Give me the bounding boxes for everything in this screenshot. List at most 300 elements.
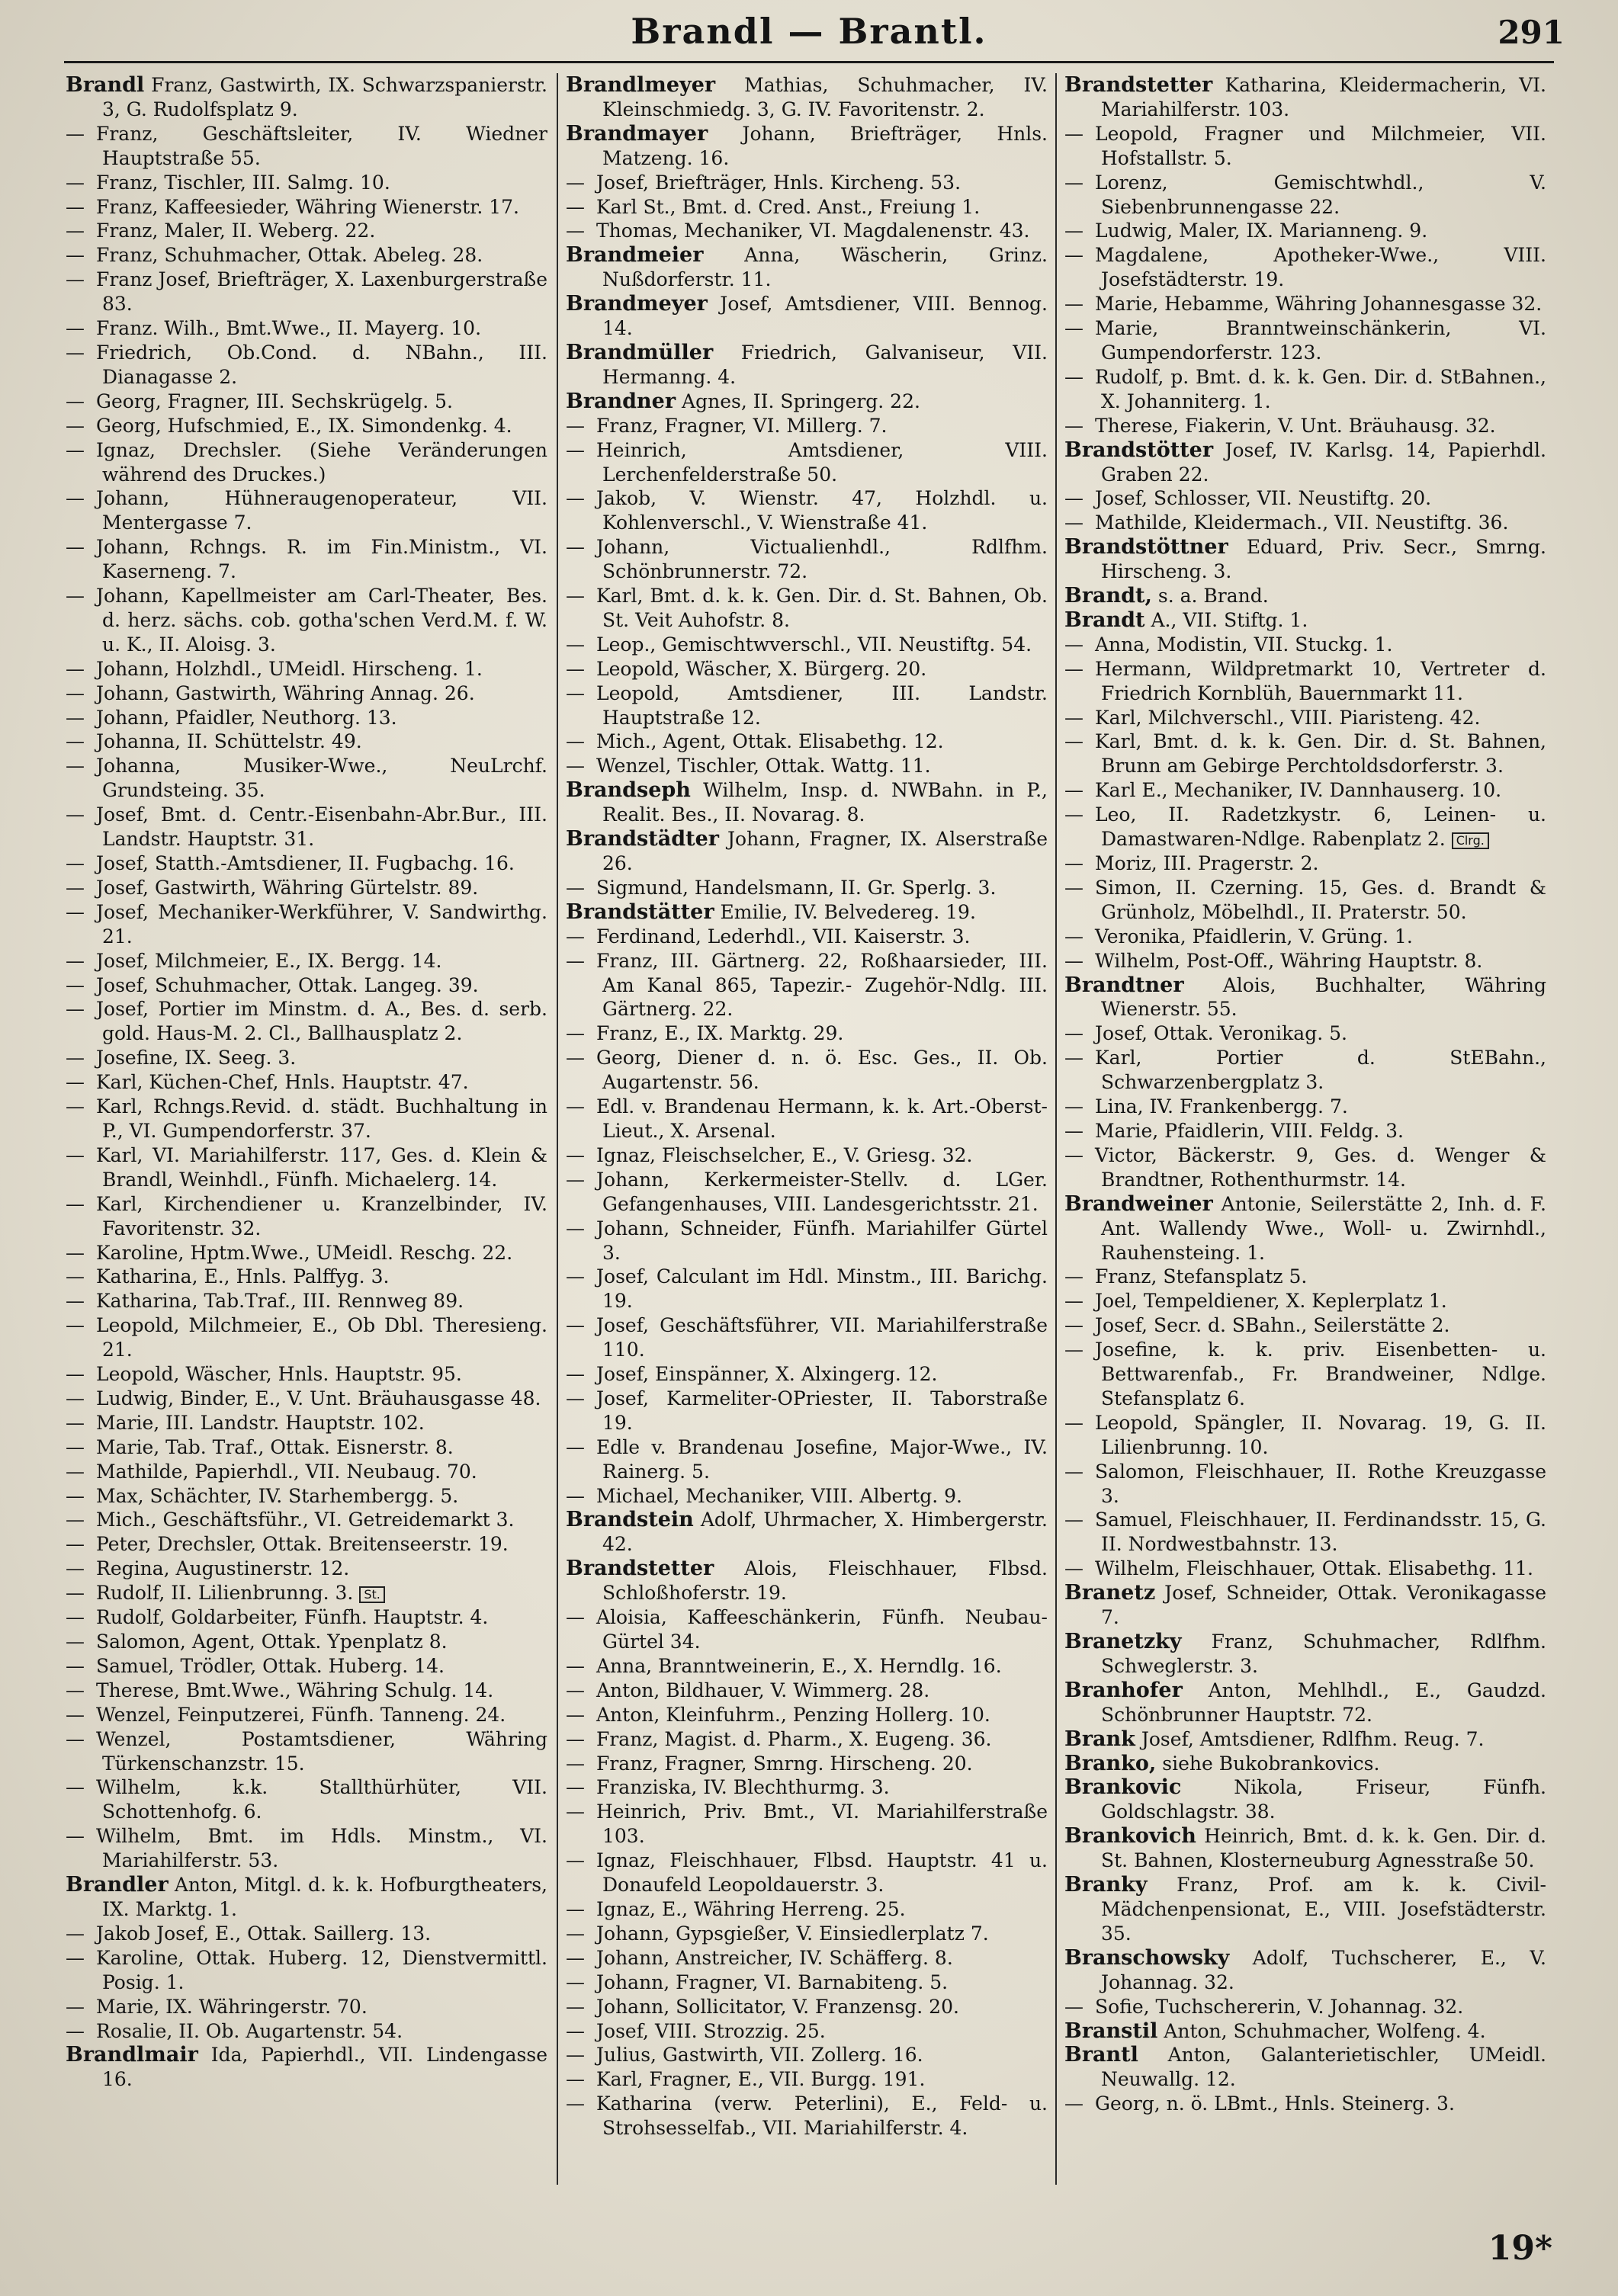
entry-text: Franz, Fragner, Smrng. Hirscheng. 20.: [596, 1752, 973, 1775]
directory-entry: [1064, 608, 1546, 633]
directory-entry: [566, 341, 1048, 390]
entry-text: Franz, Geschäftsleiter, IV. Wiedner Hauptstraße 55.: [96, 122, 547, 169]
directory-entry: [566, 1995, 1048, 2019]
continuation-dash: —: [1064, 949, 1083, 972]
continuation-dash: —: [66, 195, 85, 218]
entry-text: Wilhelm, Bmt. im Hdls. Minstm., VI. Mariahilferstr. 53.: [96, 1825, 547, 1872]
directory-entry: [66, 1775, 547, 1824]
directory-entry: [66, 438, 547, 487]
continuation-dash: —: [66, 122, 85, 145]
entry-text: Johann, Fragner, VI. Barnabiteng. 5.: [596, 1971, 949, 1993]
continuation-dash: —: [66, 973, 85, 996]
entry-text: Georg, Hufschmied, E., IX. Simondenkg. 4.: [96, 414, 512, 437]
entry-surname: Brandtner: [1064, 973, 1184, 997]
directory-entry: [66, 219, 547, 243]
entry-text: Thomas, Mechaniker, VI. Magdalenenstr. 43.: [596, 220, 1030, 242]
entry-text: Josef, Gastwirth, Währing Gürtelstr. 89.: [96, 876, 479, 899]
directory-entry: [566, 1387, 1048, 1435]
continuation-dash: —: [566, 171, 585, 194]
entry-text: Karl, Bmt. d. k. k. Gen. Dir. d. St. Bahnen, Brunn am Gebirge Perchtoldsdorferstr. 3.: [1095, 730, 1546, 778]
continuation-dash: —: [566, 2068, 585, 2091]
continuation-dash: —: [566, 1606, 585, 1629]
entry-text: Samuel, Trödler, Ottak. Huberg. 14.: [96, 1654, 445, 1677]
entry-text: Adolf, Uhrmacher, X. Himbergerstr. 42.: [602, 1509, 1048, 1556]
directory-entry: [66, 1703, 547, 1727]
directory-entry: [66, 730, 547, 754]
directory-entry: [66, 1605, 547, 1630]
entry-text: Josefine, k. k. priv. Eisenbetten- u. Bettwarenfab., Fr. Brandweiner, Ndlge. Stefansplatz 6.: [1095, 1339, 1546, 1409]
directory-entry: [566, 681, 1048, 730]
entry-text: Karl E., Mechaniker, IV. Dannhauserg. 10.: [1095, 779, 1502, 802]
entry-text: Nikola, Friseur, Fünfh. Goldschlagstr. 38.: [1101, 1776, 1546, 1823]
entry-text: Josef, Mechaniker-Werkführer, V. Sandwirthg. 21.: [96, 900, 547, 948]
entry-surname: Brandstetter: [1064, 73, 1213, 97]
continuation-dash: —: [1064, 1339, 1083, 1361]
continuation-dash: —: [66, 900, 85, 923]
continuation-dash: —: [66, 1825, 85, 1848]
directory-entry: [66, 486, 547, 535]
directory-entry: [566, 584, 1048, 633]
entry-text: Ignaz, Fleischhauer, Flbsd. Hauptstr. 41 u. Donaufeld Leopoldauerstr. 3.: [596, 1849, 1048, 1897]
entry-text: Josef, Schlosser, VII. Neustiftg. 20.: [1095, 487, 1432, 510]
continuation-dash: —: [566, 487, 585, 510]
entry-text: Josef, Bmt. d. Centr.-Eisenbahn-Abr.Bur., III. Landstr. Hauptstr. 31.: [96, 803, 547, 851]
continuation-dash: —: [566, 195, 585, 218]
entry-surname: Brandstöttner: [1064, 535, 1228, 560]
continuation-dash: —: [66, 1582, 85, 1605]
directory-entry: [1064, 1824, 1546, 1873]
continuation-dash: —: [566, 1849, 585, 1872]
directory-entry: [66, 268, 547, 316]
entry-text: Katharina (verw. Peterlini), E., Feld- u. Strohsesselfab., VII. Mariahilferstr. 4.: [596, 2092, 1048, 2140]
continuation-dash: —: [566, 1095, 585, 1118]
continuation-dash: —: [66, 1557, 85, 1580]
continuation-dash: —: [566, 633, 585, 656]
entry-text: Anton, Mehlhdl., E., Gaudzd. Schönbrunner Hauptstr. 72.: [1101, 1679, 1546, 1726]
directory-entry: [1064, 219, 1546, 243]
continuation-dash: —: [1064, 1460, 1083, 1483]
header-rule: [64, 61, 1554, 63]
directory-entry: [66, 803, 547, 851]
directory-entry: [66, 657, 547, 681]
entry-text: Emilie, IV. Belvedereg. 19.: [714, 900, 976, 923]
entry-text: Johann, Sollicitator, V. Franzensg. 20.: [596, 1995, 959, 2018]
entry-text: Johann, Gypsgießer, V. Einsiedlerplatz 7.: [596, 1922, 989, 1945]
directory-entry: [566, 1508, 1048, 1557]
entry-text: Alois, Fleischhauer, Flbsd. Schloßhoferstr. 19.: [602, 1557, 1048, 1605]
continuation-dash: —: [66, 755, 85, 778]
entry-text: Marie, Branntweinschänkerin, VI. Gumpendorferstr. 123.: [1095, 317, 1546, 364]
directory-entry: [66, 195, 547, 220]
directory-entry: [66, 1460, 547, 1484]
entry-text: Johann, Holzhdl., UMeidl. Hirscheng. 1.: [96, 657, 483, 680]
entry-text: Ignaz, E., Währing Herreng. 25.: [596, 1897, 906, 1920]
directory-entry: [1064, 851, 1546, 876]
continuation-dash: —: [566, 1047, 585, 1069]
directory-entry: [1064, 171, 1546, 220]
continuation-dash: —: [1064, 1095, 1083, 1118]
directory-entry: [1064, 2043, 1546, 2092]
entry-text: Ferdinand, Lederhdl., VII. Kaiserstr. 3.: [596, 925, 971, 948]
entry-text: Franz, Tischler, III. Salmg. 10.: [96, 171, 390, 194]
entry-surname: Brandt: [1064, 608, 1145, 632]
entry-text: Heinrich, Amtsdiener, VIII. Lerchenfelderstraße 50.: [596, 438, 1048, 486]
directory-entry: [1064, 1727, 1546, 1752]
entry-text: Magdalene, Apotheker-Wwe., VIII. Josefstädterstr. 19.: [1095, 244, 1546, 291]
entry-text: Moriz, III. Pragerstr. 2.: [1095, 852, 1319, 874]
entry-text: Franz, E., IX. Marktg. 29.: [596, 1022, 844, 1045]
directory-entry: [566, 390, 1048, 414]
directory-entry: [566, 900, 1048, 925]
continuation-dash: —: [566, 414, 585, 437]
entry-text: Georg, Fragner, III. Sechskrügelg. 5.: [96, 390, 453, 412]
directory-entry: [1064, 949, 1546, 973]
entry-text: Franz, Fragner, VI. Millerg. 7.: [596, 414, 888, 437]
entry-surname: Brandl: [66, 73, 145, 97]
continuation-dash: —: [66, 317, 85, 340]
directory-entry: [1064, 584, 1546, 608]
entry-surname: Brantl: [1064, 2043, 1138, 2067]
entry-text: Lina, IV. Frankenbergg. 7.: [1095, 1095, 1348, 1118]
entry-text: Jakob, V. Wienstr. 47, Holzhdl. u. Kohlenverschl., V. Wienstraße 41.: [596, 487, 1048, 534]
directory-entry: [566, 1679, 1048, 1703]
continuation-dash: —: [1064, 171, 1083, 194]
entry-text: Edl. v. Brandenau Hermann, k. k. Art.-Oberst-Lieut., X. Arsenal.: [596, 1095, 1048, 1142]
directory-entry: [66, 1387, 547, 1411]
entry-text: Friedrich, Ob.Cond. d. NBahn., III. Dianagasse 2.: [96, 341, 547, 388]
directory-entry: [1064, 1411, 1546, 1460]
directory-entry: [66, 414, 547, 438]
entry-text: Therese, Fiakerin, V. Unt. Bräuhausg. 32.: [1095, 414, 1496, 437]
directory-entry: [66, 122, 547, 171]
directory-entry: [566, 1046, 1048, 1095]
directory-entry: [1064, 1313, 1546, 1338]
entry-surname: Brankovich: [1064, 1824, 1196, 1849]
entry-text: Michael, Mechaniker, VIII. Albertg. 9.: [596, 1484, 962, 1507]
entry-text: Franziska, IV. Blechthurmg. 3.: [596, 1776, 890, 1799]
directory-entry: [66, 73, 547, 122]
entry-text: Peter, Drechsler, Ottak. Breitenseerstr. 19.: [96, 1533, 509, 1556]
entry-text: Josef, Portier im Minstm. d. A., Bes. d. serb. gold. Haus-M. 2. Cl., Ballhausplatz 2.: [96, 998, 547, 1045]
entry-text: Franz, Magist. d. Pharm., X. Eugeng. 36.: [596, 1727, 992, 1750]
entry-text: Josef, Statth.-Amtsdiener, II. Fugbachg. 16.: [96, 852, 515, 874]
entry-text: Georg, Diener d. n. ö. Esc. Ges., II. Ob. Augartenstr. 56.: [596, 1047, 1048, 1094]
entry-text: Leopold, Wäscher, X. Bürgerg. 20.: [596, 657, 927, 680]
entry-text: Josef, Schuhmacher, Ottak. Langeg. 39.: [96, 973, 479, 996]
continuation-dash: —: [566, 876, 585, 899]
continuation-dash: —: [66, 1946, 85, 1969]
entry-surname: Brandmayer: [566, 121, 708, 146]
continuation-dash: —: [566, 1217, 585, 1239]
entry-text: Ida, Papierhdl., VII. Lindengasse 16.: [102, 2044, 547, 2091]
entry-text: Franz, Prof. am k. k. Civil-Mädchenpensionat, E., VIII. Josefstädterstr. 35.: [1101, 1874, 1546, 1945]
directory-entry: [1064, 1508, 1546, 1557]
continuation-dash: —: [1064, 1143, 1083, 1166]
entry-text: Eduard, Priv. Secr., Smrng. Hirscheng. 3.: [1101, 536, 1546, 583]
continuation-dash: —: [66, 1995, 85, 2018]
directory-entry: [566, 1362, 1048, 1387]
directory-entry: [66, 1265, 547, 1289]
directory-entry: [1064, 535, 1546, 584]
entry-surname: Branetzky: [1064, 1630, 1182, 1653]
directory-entry: [1064, 1338, 1546, 1411]
entry-text: Leopold, Milchmeier, E., Ob Dbl. Theresieng. 21.: [96, 1314, 547, 1361]
continuation-dash: —: [1064, 1290, 1083, 1313]
directory-entry: [1064, 1021, 1546, 1046]
continuation-dash: —: [566, 1752, 585, 1775]
entry-text: Sofie, Tuchschererin, V. Johannag. 32.: [1095, 1995, 1464, 2018]
entry-text: Karl St., Bmt. d. Cred. Anst., Freiung 1.: [596, 195, 981, 218]
continuation-dash: —: [66, 1703, 85, 1726]
entry-text: Josef, Amtsdiener, VIII. Bennog. 14.: [602, 293, 1048, 340]
directory-entry: [566, 754, 1048, 778]
entry-text: Johann, Anstreicher, IV. Schäfferg. 8.: [596, 1946, 953, 1969]
continuation-dash: —: [1064, 852, 1083, 874]
page-header-title: Brandl — Brantl.: [631, 11, 987, 52]
directory-entry: [566, 243, 1048, 292]
directory-entry: [1064, 730, 1546, 778]
continuation-dash: —: [566, 1971, 585, 1993]
entry-text: Victor, Bäckerstr. 9, Ges. d. Wenger & Brandtner, Rothenthurmstr. 14.: [1095, 1143, 1546, 1191]
entry-text: Franz, Stefansplatz 5.: [1095, 1265, 1308, 1288]
continuation-dash: —: [1064, 1265, 1083, 1288]
entry-text: Georg, n. ö. LBmt., Hnls. Steinerg. 3.: [1095, 2092, 1455, 2115]
continuation-dash: —: [1064, 122, 1083, 145]
continuation-dash: —: [566, 1387, 585, 1409]
entry-text: Leopold, Fragner und Milchmeier, VII. Hofstallstr. 5.: [1095, 122, 1546, 169]
directory-entry: [566, 1021, 1048, 1046]
entry-text: Joel, Tempeldiener, X. Keplerplatz 1.: [1095, 1290, 1447, 1313]
entry-text: Karl, Küchen-Chef, Hnls. Hauptstr. 47.: [96, 1071, 469, 1094]
continuation-dash: —: [566, 1679, 585, 1701]
directory-entry: [66, 1411, 547, 1435]
continuation-dash: —: [66, 1387, 85, 1409]
entry-text: Johann, Gastwirth, Währing Annag. 26.: [96, 681, 475, 704]
entry-surname: Brandseph: [566, 778, 691, 803]
continuation-dash: —: [66, 414, 85, 437]
directory-entry: [1064, 2019, 1546, 2044]
directory-entry: [66, 949, 547, 973]
entry-text: Franz, Gastwirth, IX. Schwarzspanierstr. 3, G. Rudolfsplatz 9.: [102, 74, 547, 120]
entry-text: Katharina, E., Hnls. Palffyg. 3.: [96, 1265, 390, 1288]
entry-text: Heinrich, Bmt. d. k. k. Gen. Dir. d. St. Bahnen, Klosterneuburg Agnesstraße 50.: [1101, 1825, 1546, 1872]
entry-surname: Brandstetter: [566, 1557, 714, 1581]
directory-entry: [566, 1557, 1048, 1605]
continuation-dash: —: [66, 1606, 85, 1629]
directory-entry: [1064, 973, 1546, 1022]
directory-entry: [66, 1654, 547, 1679]
entry-text: Anton, Galanterietischler, UMeidl. Neuwallg. 12.: [1101, 2044, 1546, 2091]
entry-text: Josef, IV. Karlsg. 14, Papierhdl. Graben 22.: [1101, 438, 1546, 486]
directory-entry: [566, 1484, 1048, 1509]
directory-entry: [566, 219, 1048, 243]
signature-mark: 19*: [1488, 2229, 1552, 2268]
continuation-dash: —: [566, 1168, 585, 1191]
continuation-dash: —: [1064, 220, 1083, 242]
continuation-dash: —: [66, 1654, 85, 1677]
directory-entry: [66, 1995, 547, 2019]
entry-text: Josef, Karmeliter-OPriester, II. Taborstraße 19.: [596, 1387, 1048, 1434]
entry-text: Julius, Gastwirth, VII. Zollerg. 16.: [596, 2044, 923, 2067]
entry-text: Johann, Briefträger, Hnls. Matzeng. 16.: [602, 122, 1048, 169]
entry-surname: Branhofer: [1064, 1678, 1183, 1702]
entry-text: Karl, Fragner, E., VII. Burgg. 191.: [596, 2068, 926, 2091]
entry-surname: Brankovic: [1064, 1775, 1182, 1800]
page-number: 291: [1498, 14, 1565, 51]
directory-entry: [566, 1313, 1048, 1362]
entry-text: Ignaz, Fleischselcher, E., V. Griesg. 32.: [596, 1143, 973, 1166]
entry-text: Rudolf, Goldarbeiter, Fünfh. Hauptstr. 4.: [96, 1606, 489, 1629]
entry-text: Karl, Kirchendiener u. Kranzelbinder, IV. Favoritenstr. 32.: [96, 1192, 547, 1239]
entry-text: Rudolf, p. Bmt. d. k. k. Gen. Dir. d. StBahnen., X. Johanniterg. 1.: [1095, 365, 1546, 412]
directory-entry: [566, 949, 1048, 1022]
entry-text: Lorenz, Gemischtwhdl., V. Siebenbrunnengasse 22.: [1095, 171, 1546, 218]
directory-entry: [566, 1654, 1048, 1679]
continuation-dash: —: [66, 1314, 85, 1337]
continuation-dash: —: [66, 1047, 85, 1069]
continuation-dash: —: [1064, 244, 1083, 267]
entry-text: Karoline, Hptm.Wwe., UMeidl. Reschg. 22.: [96, 1241, 513, 1264]
entry-text: Anna, Branntweinerin, E., X. Herndlg. 16.: [596, 1654, 1002, 1677]
entry-text: Adolf, Tuchscherer, E., V. Johannag. 32.: [1101, 1946, 1546, 1993]
continuation-dash: —: [1064, 803, 1083, 826]
directory-entry: [1064, 292, 1546, 316]
directory-entry: [566, 292, 1048, 341]
directory-entry: [1064, 365, 1546, 414]
directory-entry: [1064, 925, 1546, 949]
column-divider: [1055, 73, 1057, 2185]
entry-text: Katharina, Tab.Traf., III. Rennweg 89.: [96, 1290, 464, 1313]
directory-entry: [566, 171, 1048, 195]
entry-text: Leo, II. Radetzkystr. 6, Leinen- u. Damastwaren-Ndlge. Rabenplatz 2.: [1095, 803, 1546, 851]
continuation-dash: —: [1064, 1509, 1083, 1531]
directory-entry: [66, 1873, 547, 1922]
entry-text: Franz. Wilh., Bmt.Wwe., II. Mayerg. 10.: [96, 317, 482, 340]
continuation-dash: —: [566, 657, 585, 680]
directory-entry: [566, 1971, 1048, 1995]
entry-text: Franz Josef, Briefträger, X. Laxenburgerstraße 83.: [96, 268, 547, 316]
directory-entry: [566, 1435, 1048, 1484]
entry-text: Franz, Schuhmacher, Ottak. Abeleg. 28.: [96, 244, 483, 267]
column-3: [1064, 73, 1546, 2116]
directory-entry: [66, 2043, 547, 2092]
directory-entry: [66, 2019, 547, 2044]
entry-text: Anton, Kleinfuhrm., Penzing Hollerg. 10.: [596, 1703, 990, 1726]
entry-text: Josef, Briefträger, Hnls. Kircheng. 53.: [596, 171, 961, 194]
directory-entry: [66, 1046, 547, 1070]
continuation-dash: —: [66, 803, 85, 826]
continuation-dash: —: [66, 268, 85, 291]
directory-entry: [1064, 1460, 1546, 1509]
continuation-dash: —: [66, 171, 85, 194]
entry-surname: Branky: [1064, 1873, 1148, 1897]
continuation-dash: —: [66, 1143, 85, 1166]
directory-entry: [66, 1484, 547, 1509]
directory-entry: [66, 1824, 547, 1873]
directory-entry: [66, 851, 547, 876]
directory-entry: [566, 1727, 1048, 1752]
continuation-dash: —: [1064, 1047, 1083, 1069]
continuation-dash: —: [566, 1703, 585, 1726]
entry-text: Simon, II. Czerning. 15, Ges. d. Brandt & Grünholz, Möbelhdl., II. Praterstr. 50.: [1095, 876, 1546, 923]
directory-entry: [1064, 1192, 1546, 1265]
entry-mark-box: St.: [359, 1586, 385, 1603]
entry-text: Rudolf, II. Lilienbrunng. 3.: [96, 1582, 354, 1605]
directory-entry: [566, 195, 1048, 220]
entry-text: Jakob Josef, E., Ottak. Saillerg. 13.: [96, 1922, 432, 1945]
directory-entry: [66, 1070, 547, 1095]
continuation-dash: —: [66, 998, 85, 1021]
directory-entry: [66, 1946, 547, 1995]
continuation-dash: —: [1064, 657, 1083, 680]
directory-entry: [566, 827, 1048, 876]
entry-text: Anna, Wäscherin, Grinz. Nußdorferstr. 11.: [602, 244, 1048, 291]
continuation-dash: —: [566, 755, 585, 778]
entry-text: Franz, Kaffeesieder, Währing Wienerstr. 17.: [96, 195, 519, 218]
continuation-dash: —: [66, 1776, 85, 1799]
entry-text: Wilhelm, Insp. d. NWBahn. in P., Realit. Bes., II. Novarag. 8.: [602, 779, 1048, 826]
continuation-dash: —: [66, 1411, 85, 1434]
directory-entry: [566, 1752, 1048, 1776]
entry-text: Josef, Amtsdiener, Rdlfhm. Reug. 7.: [1135, 1727, 1485, 1750]
directory-entry: [566, 633, 1048, 657]
directory-entry: [1064, 1995, 1546, 2019]
continuation-dash: —: [566, 1265, 585, 1288]
directory-entry: [1064, 1095, 1546, 1119]
continuation-dash: —: [566, 949, 585, 972]
directory-entry: [1064, 1775, 1546, 1824]
continuation-dash: —: [66, 1727, 85, 1750]
directory-entry: [1064, 2092, 1546, 2116]
entry-text: Josef, Ottak. Veronikag. 5.: [1095, 1022, 1347, 1045]
directory-entry: [566, 1703, 1048, 1727]
continuation-dash: —: [566, 1946, 585, 1969]
directory-entry: [1064, 1046, 1546, 1095]
entry-text: Karl, Milchverschl., VIII. Piaristeng. 42.: [1095, 706, 1481, 729]
entry-text: Karoline, Ottak. Huberg. 12, Dienstvermittl. Posig. 1.: [96, 1946, 547, 1993]
directory-entry: [66, 1435, 547, 1460]
directory-entry: [1064, 316, 1546, 365]
directory-entry: [1064, 511, 1546, 535]
continuation-dash: —: [1064, 1557, 1083, 1580]
entry-surname: Brandstötter: [1064, 438, 1214, 462]
entry-text: Wilhelm, k.k. Stallthürhüter, VII. Schottenhofg. 6.: [96, 1776, 547, 1823]
continuation-dash: —: [66, 1460, 85, 1483]
entry-surname: Brandweiner: [1064, 1191, 1213, 1216]
continuation-dash: —: [1064, 1411, 1083, 1434]
entry-text: Anton, Schuhmacher, Wolfeng. 4.: [1157, 2019, 1486, 2042]
entry-text: Antonie, Seilerstätte 2, Inh. d. F. Ant. Wallendy Wwe., Woll- u. Zwirnhdl., Rauhensteing. 1.: [1101, 1192, 1546, 1264]
entry-text: Marie, Hebamme, Währing Johannesgasse 32.: [1095, 293, 1543, 316]
entry-text: Mich., Geschäftsführ., VI. Getreidemarkt 3.: [96, 1509, 515, 1531]
directory-entry: [566, 1168, 1048, 1217]
entry-text: Anton, Mitgl. d. k. k. Hofburgtheaters, IX. Marktg. 1.: [102, 1874, 547, 1920]
entry-text: Heinrich, Priv. Bmt., VI. Mariahilferstraße 103.: [596, 1801, 1048, 1848]
directory-entry: [1064, 1946, 1546, 1995]
continuation-dash: —: [1064, 511, 1083, 534]
directory-entry: [1064, 1557, 1546, 1581]
continuation-dash: —: [566, 1922, 585, 1945]
entry-text: Karl, Bmt. d. k. k. Gen. Dir. d. St. Bahnen, Ob. St. Veit Auhofstr. 8.: [596, 585, 1048, 631]
continuation-dash: —: [1064, 706, 1083, 729]
continuation-dash: —: [566, 438, 585, 461]
directory-entry: [566, 2019, 1048, 2044]
entry-surname: Brandt,: [1064, 584, 1152, 608]
continuation-dash: —: [66, 681, 85, 704]
directory-entry: [66, 1362, 547, 1387]
entry-text: Anton, Bildhauer, V. Wimmerg. 28.: [596, 1679, 930, 1701]
column-divider: [557, 73, 558, 2185]
